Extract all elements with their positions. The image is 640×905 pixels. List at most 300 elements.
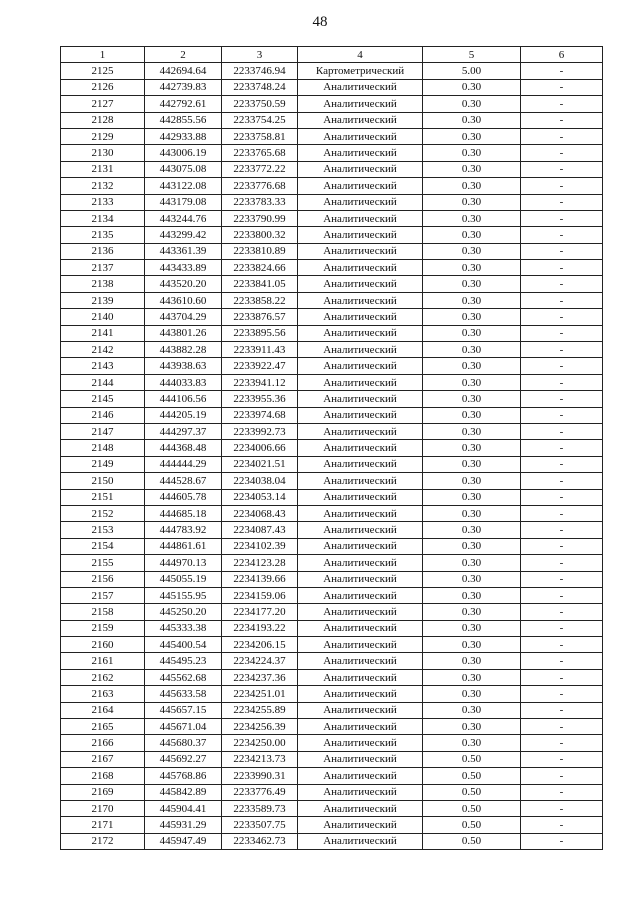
table-cell: - bbox=[521, 833, 603, 849]
table-cell: 2132 bbox=[61, 178, 145, 194]
table-cell: - bbox=[521, 227, 603, 243]
table-row bbox=[61, 128, 603, 144]
table-cell: 0.30 bbox=[423, 604, 521, 620]
table-cell: 2126 bbox=[61, 79, 145, 95]
table-cell: 444297.37 bbox=[145, 423, 222, 439]
table-cell: - bbox=[521, 522, 603, 538]
header-cell: 4 bbox=[298, 47, 423, 63]
table-cell: 445947.49 bbox=[145, 833, 222, 849]
table-cell: 445931.29 bbox=[145, 817, 222, 833]
table-cell: 443882.28 bbox=[145, 342, 222, 358]
table-header bbox=[61, 47, 603, 63]
table-cell: - bbox=[521, 210, 603, 226]
table-cell: 0.30 bbox=[423, 473, 521, 489]
table-cell: 444861.61 bbox=[145, 538, 222, 554]
table-cell: 0.30 bbox=[423, 358, 521, 374]
table-cell: 2138 bbox=[61, 276, 145, 292]
table-cell: 2165 bbox=[61, 719, 145, 735]
table-cell: 2233824.66 bbox=[222, 260, 298, 276]
table-row bbox=[61, 423, 603, 439]
table-cell: 2143 bbox=[61, 358, 145, 374]
table-cell: 445692.27 bbox=[145, 751, 222, 767]
table-cell: 2233750.59 bbox=[222, 96, 298, 112]
table-cell: Аналитический bbox=[298, 620, 423, 636]
table-cell: 2163 bbox=[61, 686, 145, 702]
table-cell: 444605.78 bbox=[145, 489, 222, 505]
table-cell: Аналитический bbox=[298, 719, 423, 735]
table-cell: - bbox=[521, 702, 603, 718]
table-row bbox=[61, 522, 603, 538]
table-cell: - bbox=[521, 473, 603, 489]
table-cell: 2151 bbox=[61, 489, 145, 505]
table-cell: 2234256.39 bbox=[222, 719, 298, 735]
table-cell: - bbox=[521, 669, 603, 685]
table-cell: Аналитический bbox=[298, 407, 423, 423]
table-cell: 2135 bbox=[61, 227, 145, 243]
table-cell: 2161 bbox=[61, 653, 145, 669]
table-body bbox=[61, 63, 603, 850]
table-row bbox=[61, 751, 603, 767]
table-cell: 2234255.89 bbox=[222, 702, 298, 718]
table-cell: 2233922.47 bbox=[222, 358, 298, 374]
table-cell: Аналитический bbox=[298, 800, 423, 816]
table-cell: - bbox=[521, 292, 603, 308]
table-cell: 0.30 bbox=[423, 669, 521, 685]
table-cell: 0.30 bbox=[423, 292, 521, 308]
table-cell: 445633.58 bbox=[145, 686, 222, 702]
table-cell: 2167 bbox=[61, 751, 145, 767]
table-cell: - bbox=[521, 751, 603, 767]
table-cell: 2154 bbox=[61, 538, 145, 554]
table-cell: 444685.18 bbox=[145, 505, 222, 521]
table-row bbox=[61, 309, 603, 325]
table-cell: Аналитический bbox=[298, 358, 423, 374]
table-cell: 2128 bbox=[61, 112, 145, 128]
table-cell: 0.50 bbox=[423, 768, 521, 784]
table-row bbox=[61, 833, 603, 849]
table-cell: 2233911.43 bbox=[222, 342, 298, 358]
table-cell: 0.30 bbox=[423, 423, 521, 439]
table-cell: 2125 bbox=[61, 63, 145, 79]
table-cell: Аналитический bbox=[298, 391, 423, 407]
table-cell: Аналитический bbox=[298, 653, 423, 669]
table-cell: 0.30 bbox=[423, 456, 521, 472]
table-row bbox=[61, 735, 603, 751]
table-cell: 2233748.24 bbox=[222, 79, 298, 95]
table-cell: Аналитический bbox=[298, 505, 423, 521]
table-cell: 2234087.43 bbox=[222, 522, 298, 538]
table-cell: 443244.76 bbox=[145, 210, 222, 226]
table-cell: 443006.19 bbox=[145, 145, 222, 161]
table-cell: 2234006.66 bbox=[222, 440, 298, 456]
table-cell: - bbox=[521, 342, 603, 358]
table-cell: - bbox=[521, 309, 603, 325]
table-row bbox=[61, 374, 603, 390]
table-cell: Аналитический bbox=[298, 374, 423, 390]
table-row bbox=[61, 587, 603, 603]
table-cell: - bbox=[521, 358, 603, 374]
table-row bbox=[61, 358, 603, 374]
table-cell: 2234224.37 bbox=[222, 653, 298, 669]
table-cell: 2153 bbox=[61, 522, 145, 538]
table-cell: 0.50 bbox=[423, 800, 521, 816]
table-row bbox=[61, 571, 603, 587]
table-cell: 443179.08 bbox=[145, 194, 222, 210]
table-row bbox=[61, 669, 603, 685]
table-cell: - bbox=[521, 571, 603, 587]
table-cell: Картометрический bbox=[298, 63, 423, 79]
table-cell: 444970.13 bbox=[145, 555, 222, 571]
table-row bbox=[61, 719, 603, 735]
table-row bbox=[61, 538, 603, 554]
table-cell: 2234123.28 bbox=[222, 555, 298, 571]
table-row bbox=[61, 817, 603, 833]
table-row bbox=[61, 604, 603, 620]
table-cell: - bbox=[521, 604, 603, 620]
table-cell: 443433.89 bbox=[145, 260, 222, 276]
table-cell: Аналитический bbox=[298, 145, 423, 161]
table-row bbox=[61, 637, 603, 653]
table-cell: 2169 bbox=[61, 784, 145, 800]
table-cell: 0.50 bbox=[423, 784, 521, 800]
table-cell: Аналитический bbox=[298, 669, 423, 685]
table-cell: 442933.88 bbox=[145, 128, 222, 144]
table-cell: 0.30 bbox=[423, 128, 521, 144]
table-cell: Аналитический bbox=[298, 751, 423, 767]
table-row bbox=[61, 505, 603, 521]
table-cell: - bbox=[521, 63, 603, 79]
table-cell: 2234139.66 bbox=[222, 571, 298, 587]
table-cell: 0.30 bbox=[423, 587, 521, 603]
table-cell: 2158 bbox=[61, 604, 145, 620]
table-cell: Аналитический bbox=[298, 112, 423, 128]
table-cell: 443801.26 bbox=[145, 325, 222, 341]
table-cell: 443299.42 bbox=[145, 227, 222, 243]
table-cell: 2233858.22 bbox=[222, 292, 298, 308]
table-cell: 442792.61 bbox=[145, 96, 222, 112]
table-cell: 2233776.49 bbox=[222, 784, 298, 800]
table-cell: 0.30 bbox=[423, 719, 521, 735]
table-cell: 2234053.14 bbox=[222, 489, 298, 505]
table-cell: - bbox=[521, 145, 603, 161]
table-row bbox=[61, 79, 603, 95]
table-cell: 2144 bbox=[61, 374, 145, 390]
table-cell: 445055.19 bbox=[145, 571, 222, 587]
table-cell: - bbox=[521, 391, 603, 407]
table-row bbox=[61, 342, 603, 358]
table-cell: Аналитический bbox=[298, 260, 423, 276]
table-cell: 2234102.39 bbox=[222, 538, 298, 554]
table-cell: - bbox=[521, 276, 603, 292]
table-cell: 2233765.68 bbox=[222, 145, 298, 161]
coordinates-table bbox=[60, 46, 603, 850]
table-row bbox=[61, 440, 603, 456]
table-cell: 0.30 bbox=[423, 620, 521, 636]
table-cell: 2233800.32 bbox=[222, 227, 298, 243]
table-row bbox=[61, 63, 603, 79]
table-cell: 2137 bbox=[61, 260, 145, 276]
table-cell: 2146 bbox=[61, 407, 145, 423]
table-cell: 2233974.68 bbox=[222, 407, 298, 423]
table-cell: 443122.08 bbox=[145, 178, 222, 194]
table-cell: 0.30 bbox=[423, 260, 521, 276]
table-cell: - bbox=[521, 243, 603, 259]
table-cell: 0.30 bbox=[423, 653, 521, 669]
table-cell: 0.30 bbox=[423, 686, 521, 702]
table-cell: 2233776.68 bbox=[222, 178, 298, 194]
table-cell: 444783.92 bbox=[145, 522, 222, 538]
table-cell: 444528.67 bbox=[145, 473, 222, 489]
table-cell: Аналитический bbox=[298, 604, 423, 620]
table-cell: 2233876.57 bbox=[222, 309, 298, 325]
table-cell: Аналитический bbox=[298, 128, 423, 144]
table-cell: 2234068.43 bbox=[222, 505, 298, 521]
table-cell: - bbox=[521, 653, 603, 669]
table-cell: Аналитический bbox=[298, 325, 423, 341]
table-cell: 2233810.89 bbox=[222, 243, 298, 259]
table-cell: 0.30 bbox=[423, 735, 521, 751]
table-cell: - bbox=[521, 456, 603, 472]
table-cell: - bbox=[521, 735, 603, 751]
table-cell: Аналитический bbox=[298, 456, 423, 472]
table-cell: - bbox=[521, 817, 603, 833]
table-cell: Аналитический bbox=[298, 243, 423, 259]
table-cell: 445904.41 bbox=[145, 800, 222, 816]
table-cell: 2172 bbox=[61, 833, 145, 849]
table-row bbox=[61, 407, 603, 423]
table-cell: 445657.15 bbox=[145, 702, 222, 718]
table-cell: 2133 bbox=[61, 194, 145, 210]
table-cell: 2233772.22 bbox=[222, 161, 298, 177]
table-cell: 2233955.36 bbox=[222, 391, 298, 407]
table-cell: 442694.64 bbox=[145, 63, 222, 79]
table-row bbox=[61, 391, 603, 407]
table-cell: Аналитический bbox=[298, 833, 423, 849]
table-row bbox=[61, 325, 603, 341]
table-cell: Аналитический bbox=[298, 309, 423, 325]
table-cell: - bbox=[521, 374, 603, 390]
table-cell: 2233783.33 bbox=[222, 194, 298, 210]
table-row bbox=[61, 702, 603, 718]
table-row bbox=[61, 456, 603, 472]
table-cell: 2159 bbox=[61, 620, 145, 636]
table-cell: Аналитический bbox=[298, 178, 423, 194]
table-cell: 0.30 bbox=[423, 391, 521, 407]
table-row bbox=[61, 178, 603, 194]
table-cell: 445333.38 bbox=[145, 620, 222, 636]
table-cell: 2233507.75 bbox=[222, 817, 298, 833]
table-cell: 0.30 bbox=[423, 702, 521, 718]
table-cell: - bbox=[521, 112, 603, 128]
table-cell: 443938.63 bbox=[145, 358, 222, 374]
table-row bbox=[61, 210, 603, 226]
table-cell: 444033.83 bbox=[145, 374, 222, 390]
table-cell: 2168 bbox=[61, 768, 145, 784]
table-cell: 2233941.12 bbox=[222, 374, 298, 390]
table-row bbox=[61, 489, 603, 505]
table-cell: 2233758.81 bbox=[222, 128, 298, 144]
table-cell: 2233589.73 bbox=[222, 800, 298, 816]
table-cell: 443610.60 bbox=[145, 292, 222, 308]
table-cell: 445562.68 bbox=[145, 669, 222, 685]
table-cell: 0.30 bbox=[423, 637, 521, 653]
table-cell: 0.50 bbox=[423, 751, 521, 767]
table-cell: Аналитический bbox=[298, 784, 423, 800]
table-cell: 0.30 bbox=[423, 276, 521, 292]
table-cell: Аналитический bbox=[298, 817, 423, 833]
table-row bbox=[61, 784, 603, 800]
table-cell: - bbox=[521, 555, 603, 571]
table-cell: 2234206.15 bbox=[222, 637, 298, 653]
table-cell: 444444.29 bbox=[145, 456, 222, 472]
table-cell: 0.30 bbox=[423, 161, 521, 177]
table-cell: 2233992.73 bbox=[222, 423, 298, 439]
table-cell: 0.30 bbox=[423, 309, 521, 325]
table-cell: - bbox=[521, 325, 603, 341]
table-cell: 2171 bbox=[61, 817, 145, 833]
table-cell: 2139 bbox=[61, 292, 145, 308]
table-cell: 2147 bbox=[61, 423, 145, 439]
table-cell: 2166 bbox=[61, 735, 145, 751]
table-cell: 2145 bbox=[61, 391, 145, 407]
table-cell: - bbox=[521, 194, 603, 210]
table-cell: Аналитический bbox=[298, 637, 423, 653]
table-cell: 443075.08 bbox=[145, 161, 222, 177]
table-cell: - bbox=[521, 800, 603, 816]
table-cell: - bbox=[521, 784, 603, 800]
table-cell: 2142 bbox=[61, 342, 145, 358]
table-row bbox=[61, 161, 603, 177]
page-number: 48 bbox=[312, 14, 328, 30]
table-cell: 2234213.73 bbox=[222, 751, 298, 767]
table-cell: - bbox=[521, 620, 603, 636]
table-cell: 2130 bbox=[61, 145, 145, 161]
table-cell: 2148 bbox=[61, 440, 145, 456]
table-cell: 2233754.25 bbox=[222, 112, 298, 128]
table-cell: Аналитический bbox=[298, 79, 423, 95]
table-cell: 0.30 bbox=[423, 522, 521, 538]
header-cell: 2 bbox=[145, 47, 222, 63]
table-cell: 2234193.22 bbox=[222, 620, 298, 636]
table-row bbox=[61, 686, 603, 702]
table-cell: Аналитический bbox=[298, 227, 423, 243]
table-cell: - bbox=[521, 96, 603, 112]
table-cell: 0.30 bbox=[423, 96, 521, 112]
table-cell: 2234021.51 bbox=[222, 456, 298, 472]
table-cell: 443704.29 bbox=[145, 309, 222, 325]
table-cell: 444368.48 bbox=[145, 440, 222, 456]
table-cell: 442855.56 bbox=[145, 112, 222, 128]
table-cell: 0.30 bbox=[423, 342, 521, 358]
table-cell: 2136 bbox=[61, 243, 145, 259]
table-cell: 2134 bbox=[61, 210, 145, 226]
table-cell: Аналитический bbox=[298, 587, 423, 603]
table-cell: Аналитический bbox=[298, 555, 423, 571]
table-cell: 2160 bbox=[61, 637, 145, 653]
table-cell: 2157 bbox=[61, 587, 145, 603]
table-cell: Аналитический bbox=[298, 276, 423, 292]
table-cell: 442739.83 bbox=[145, 79, 222, 95]
table-row bbox=[61, 768, 603, 784]
table-cell: 0.30 bbox=[423, 79, 521, 95]
table-cell: Аналитический bbox=[298, 538, 423, 554]
table-cell: 445250.20 bbox=[145, 604, 222, 620]
table-cell: 0.30 bbox=[423, 227, 521, 243]
table-cell: 444106.56 bbox=[145, 391, 222, 407]
table-cell: - bbox=[521, 407, 603, 423]
table-cell: 0.30 bbox=[423, 145, 521, 161]
table-row bbox=[61, 473, 603, 489]
table-cell: 2156 bbox=[61, 571, 145, 587]
table-cell: 0.30 bbox=[423, 325, 521, 341]
table-cell: 2150 bbox=[61, 473, 145, 489]
table-cell: Аналитический bbox=[298, 522, 423, 538]
table-row bbox=[61, 227, 603, 243]
table-cell: - bbox=[521, 637, 603, 653]
header-cell: 6 bbox=[521, 47, 603, 63]
table-row bbox=[61, 653, 603, 669]
table-cell: 445842.89 bbox=[145, 784, 222, 800]
table-cell: - bbox=[521, 719, 603, 735]
table-cell: 2234237.36 bbox=[222, 669, 298, 685]
header-cell: 1 bbox=[61, 47, 145, 63]
table-cell: Аналитический bbox=[298, 161, 423, 177]
table-cell: - bbox=[521, 587, 603, 603]
table-cell: 0.30 bbox=[423, 374, 521, 390]
table-cell: 2233746.94 bbox=[222, 63, 298, 79]
table-row bbox=[61, 276, 603, 292]
table-cell: Аналитический bbox=[298, 489, 423, 505]
table-cell: 445671.04 bbox=[145, 719, 222, 735]
table-row bbox=[61, 800, 603, 816]
table-cell: 0.30 bbox=[423, 194, 521, 210]
table-cell: 2127 bbox=[61, 96, 145, 112]
table-cell: - bbox=[521, 768, 603, 784]
table-cell: 445400.54 bbox=[145, 637, 222, 653]
table-cell: Аналитический bbox=[298, 423, 423, 439]
table-cell: 2234038.04 bbox=[222, 473, 298, 489]
table-cell: - bbox=[521, 423, 603, 439]
table-row bbox=[61, 96, 603, 112]
table-cell: - bbox=[521, 128, 603, 144]
table-cell: 0.30 bbox=[423, 243, 521, 259]
table-cell: Аналитический bbox=[298, 194, 423, 210]
table-row bbox=[61, 243, 603, 259]
table-cell: 0.30 bbox=[423, 210, 521, 226]
table-row bbox=[61, 260, 603, 276]
table-cell: Аналитический bbox=[298, 473, 423, 489]
table-cell: 2233895.56 bbox=[222, 325, 298, 341]
table-cell: - bbox=[521, 538, 603, 554]
table-cell: Аналитический bbox=[298, 96, 423, 112]
table-cell: - bbox=[521, 505, 603, 521]
table-cell: 0.50 bbox=[423, 833, 521, 849]
table-cell: 2140 bbox=[61, 309, 145, 325]
table-cell: 2129 bbox=[61, 128, 145, 144]
table-cell: Аналитический bbox=[298, 571, 423, 587]
table-cell: 2164 bbox=[61, 702, 145, 718]
table-cell: - bbox=[521, 178, 603, 194]
table-row bbox=[61, 145, 603, 161]
header-cell: 3 bbox=[222, 47, 298, 63]
table-cell: 0.30 bbox=[423, 571, 521, 587]
table-cell: 2170 bbox=[61, 800, 145, 816]
table-cell: Аналитический bbox=[298, 440, 423, 456]
table-cell: 0.50 bbox=[423, 817, 521, 833]
table-cell: 0.30 bbox=[423, 407, 521, 423]
table-row bbox=[61, 555, 603, 571]
table-cell: 0.30 bbox=[423, 489, 521, 505]
